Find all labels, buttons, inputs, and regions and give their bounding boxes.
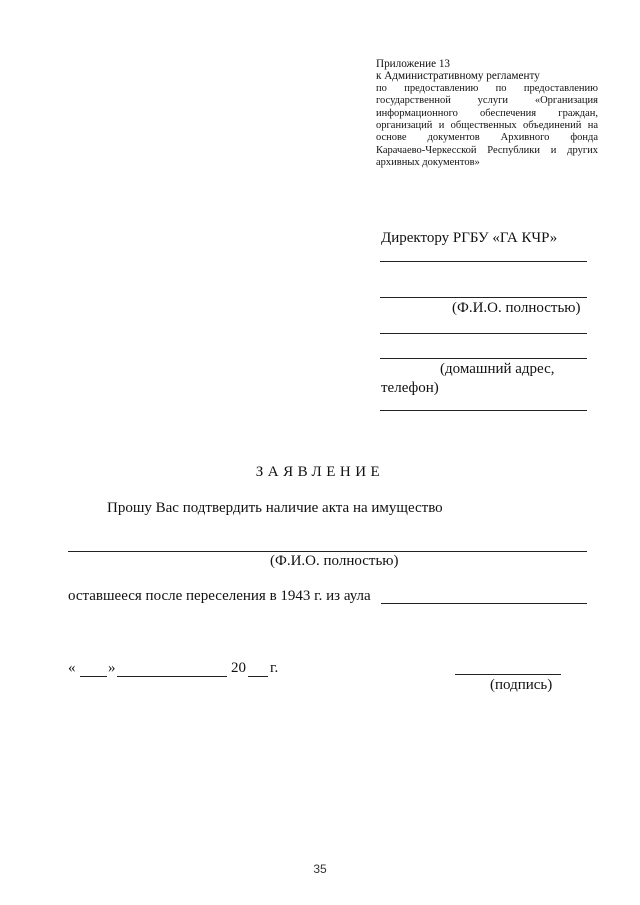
- appendix-line: информационного обеспечения граждан,: [376, 107, 598, 119]
- appendix-header: [376, 58, 598, 170]
- blank-line: [380, 410, 587, 411]
- day-blank: [80, 676, 107, 677]
- appendix-title: Приложение 13: [376, 58, 451, 70]
- blank-line: [380, 297, 587, 298]
- village-blank-line: [381, 603, 587, 604]
- year-prefix: 20: [231, 660, 246, 676]
- fio-caption: (Ф.И.О. полностью): [452, 300, 581, 316]
- fio-blank-line: [68, 551, 587, 552]
- addressee-director: Директору РГБУ «ГА КЧР»: [381, 230, 558, 246]
- appendix-line: архивных документов»: [376, 157, 480, 169]
- blank-line: [380, 333, 587, 334]
- month-blank: [117, 676, 227, 677]
- phone-caption: телефон): [381, 380, 439, 396]
- year-suffix: г.: [270, 660, 279, 676]
- statement-request: Прошу Вас подтвердить наличие акта на имущество: [107, 500, 443, 516]
- statement-fio-caption: (Ф.И.О. полностью): [270, 553, 399, 569]
- appendix-line: к Административному регламенту: [376, 70, 540, 83]
- blank-line: [380, 261, 587, 262]
- date-close-quote: »: [108, 660, 116, 676]
- statement-title: ЗАЯВЛЕНИЕ: [255, 464, 385, 480]
- appendix-line: государственной услуги «Организация: [376, 95, 598, 107]
- address-caption: (домашний адрес,: [440, 361, 555, 377]
- signature-blank: [455, 674, 561, 675]
- appendix-line: Карачаево-Черкесской Республики и других: [376, 144, 598, 156]
- blank-line: [380, 358, 587, 359]
- statement-remained: оставшееся после переселения в 1943 г. из аула: [68, 588, 371, 604]
- year-blank: [248, 676, 268, 677]
- date-open-quote: «: [68, 660, 76, 676]
- signature-caption: (подпись): [490, 677, 553, 693]
- appendix-line: по предоставлению по предоставлению: [376, 82, 598, 94]
- appendix-line: организаций и общественных объединений на: [376, 120, 598, 132]
- appendix-line: основе документов Архивного фонда: [376, 132, 598, 144]
- page-number: 35: [313, 862, 327, 876]
